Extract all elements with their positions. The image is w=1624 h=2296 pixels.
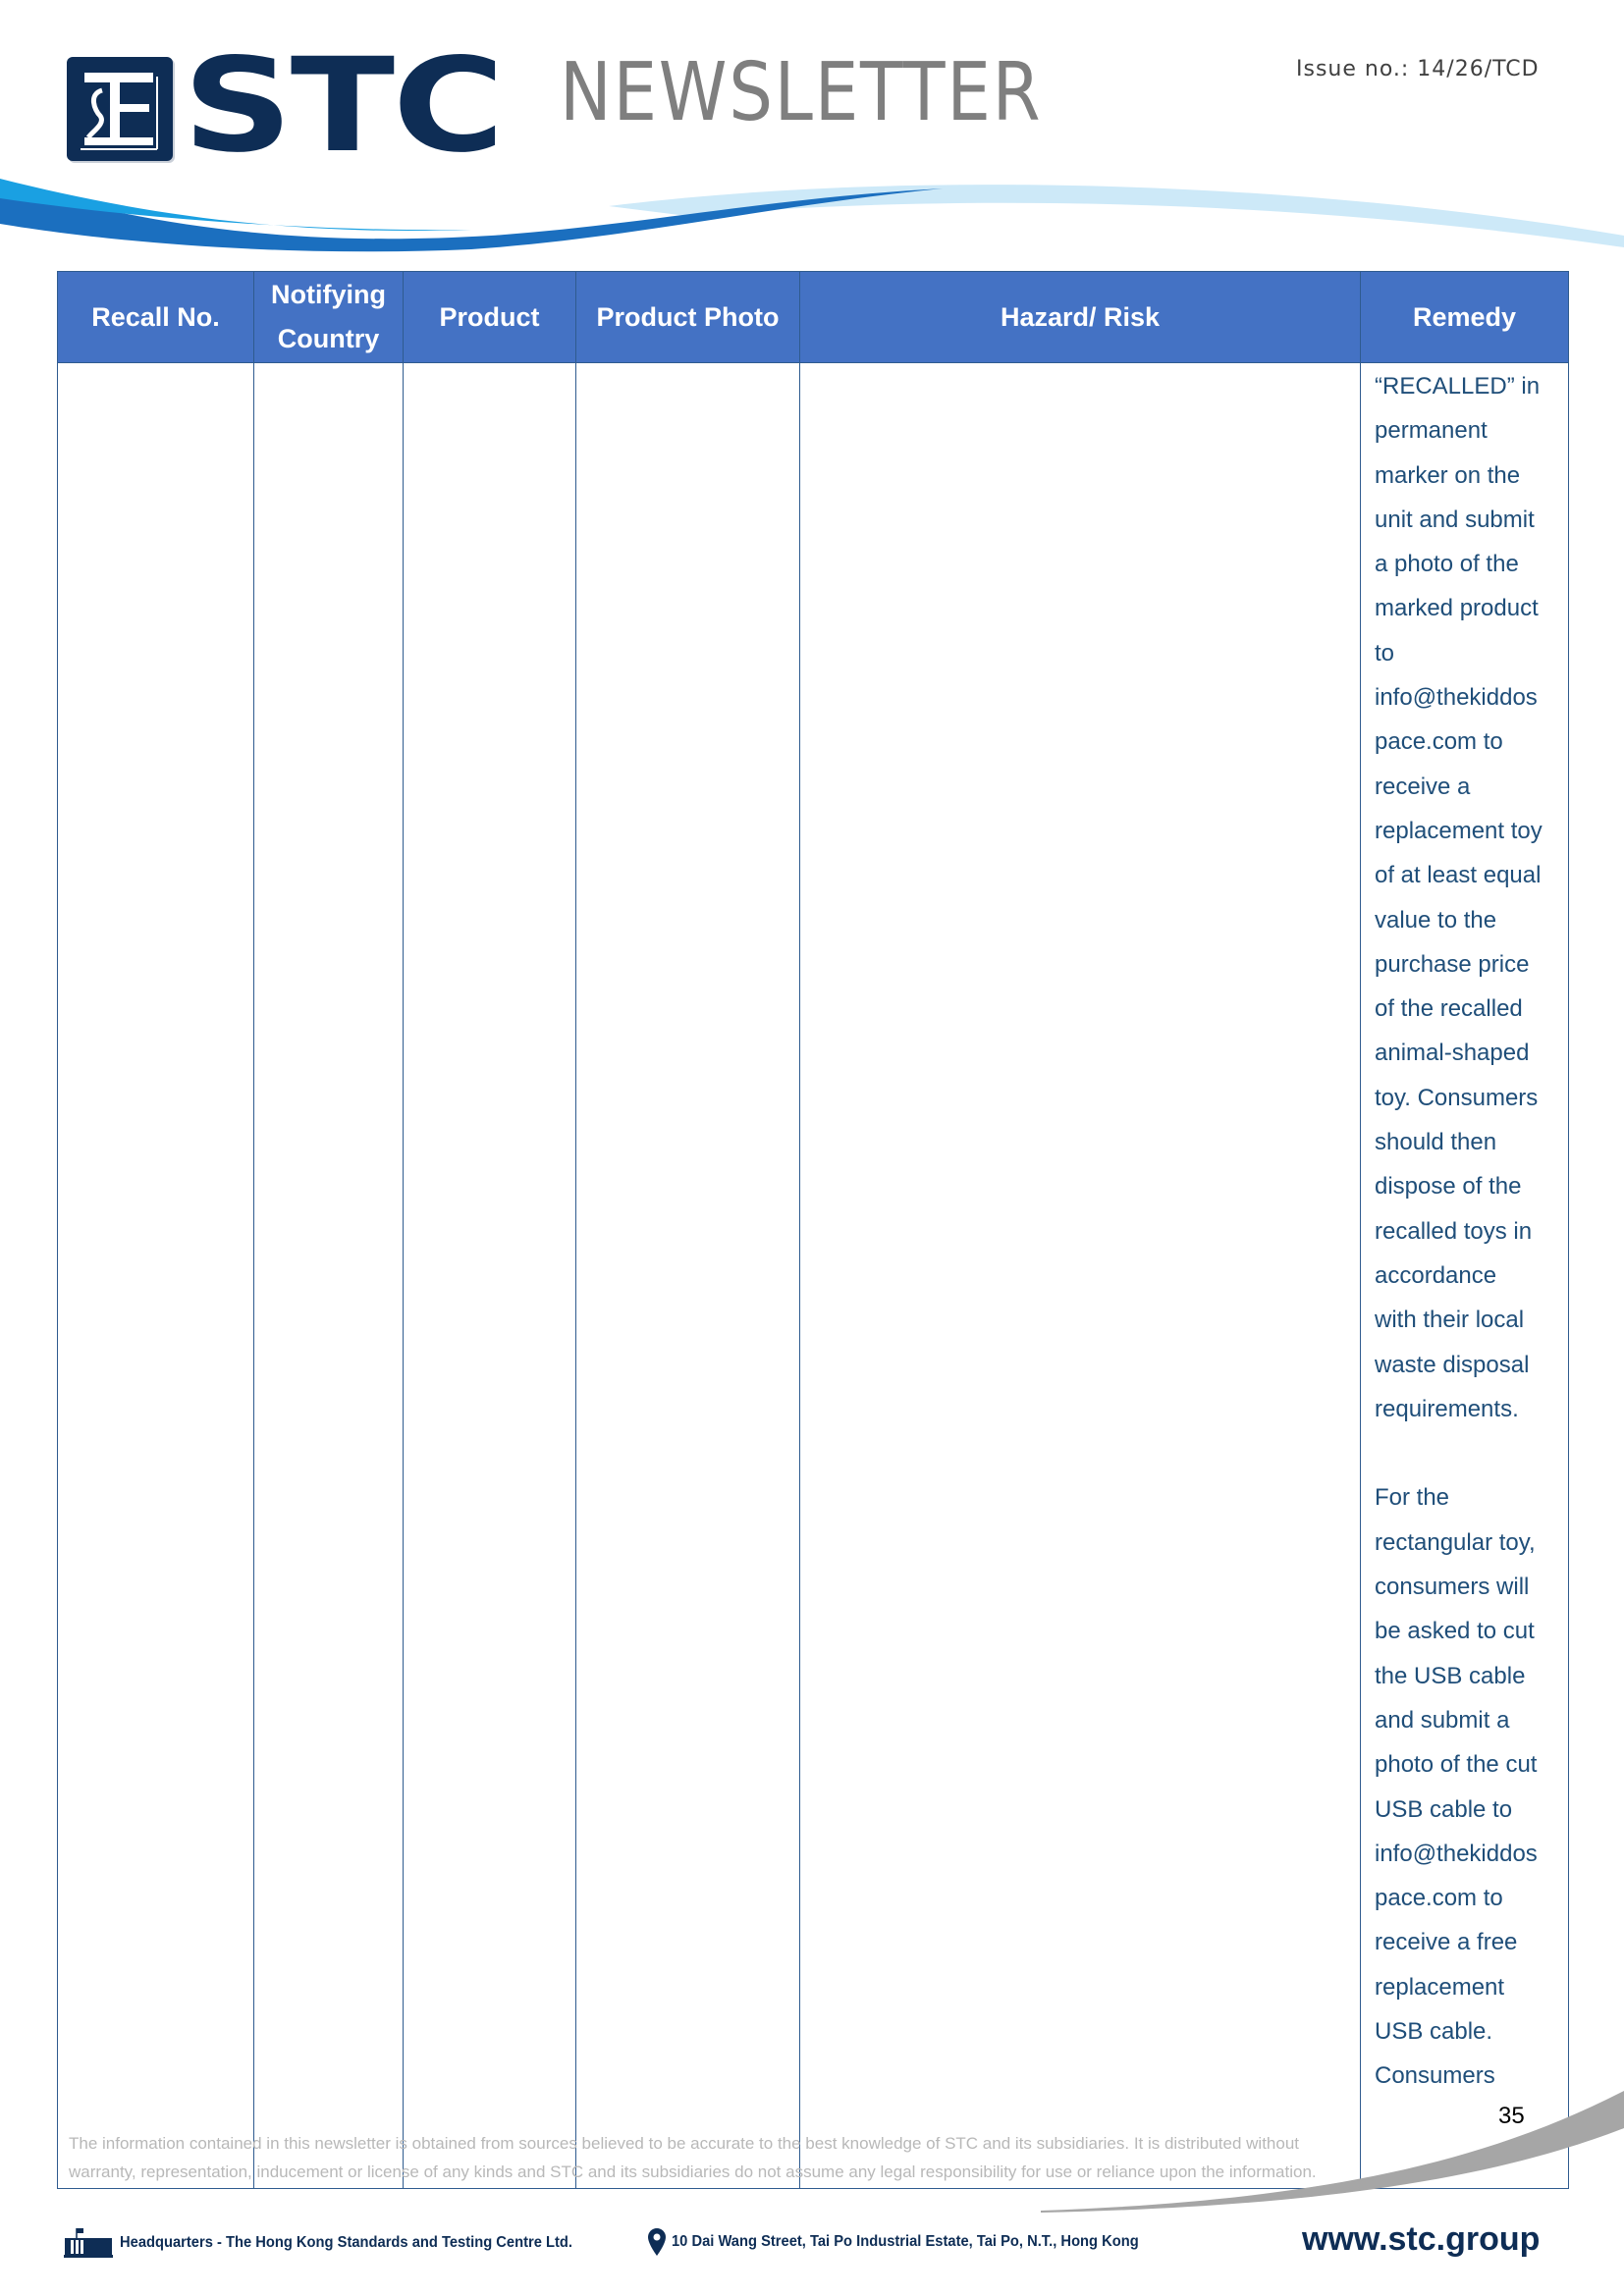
- remedy-line: purchase price: [1375, 950, 1530, 978]
- website-link[interactable]: www.stc.group: [1302, 2220, 1541, 2258]
- remedy-line: value to the: [1375, 906, 1497, 934]
- cell-product-photo: [576, 363, 800, 2189]
- address-text: 10 Dai Wang Street, Tai Po Industrial Estate, Tai Po, N.T., Hong Kong: [672, 2233, 1139, 2250]
- address: [648, 2228, 1179, 2256]
- remedy-line: pace.com to: [1375, 1885, 1503, 1912]
- table-header-row: [58, 272, 1569, 363]
- header-notifying-line2: Country: [277, 324, 380, 353]
- cell-product: [404, 363, 576, 2189]
- header-product: Product: [404, 272, 576, 363]
- remedy-line: marker on the: [1375, 461, 1521, 489]
- remedy-line: replacement: [1375, 1973, 1505, 2001]
- remedy-line: recalled toys in: [1375, 1217, 1533, 1245]
- header-remedy: Remedy: [1361, 272, 1569, 363]
- remedy-line: to: [1375, 639, 1395, 667]
- remedy-line: replacement toy: [1375, 817, 1543, 844]
- table-row: [58, 363, 1569, 2189]
- cell-remedy: [1361, 363, 1569, 2189]
- header-swoosh-decoration: [0, 177, 1624, 255]
- remedy-line: permanent: [1375, 417, 1488, 445]
- remedy-line: a photo of the: [1375, 551, 1519, 578]
- remedy-line: “RECALLED” in: [1375, 373, 1541, 400]
- remedy-line: be asked to cut: [1375, 1618, 1535, 1645]
- remedy-line: pace.com to: [1375, 728, 1503, 756]
- issue-number: Issue no.: 14/26/TCD: [1296, 57, 1540, 81]
- remedy-line: receive a free: [1375, 1929, 1518, 1956]
- remedy-line: consumers will: [1375, 1574, 1530, 1601]
- header-hazard-risk: Hazard/ Risk: [800, 272, 1361, 363]
- remedy-blank-line: [1375, 1431, 1556, 1475]
- remedy-line: accordance: [1375, 1261, 1497, 1289]
- remedy-line: USB cable.: [1375, 2017, 1493, 2045]
- remedy-line: receive a: [1375, 773, 1471, 800]
- disclaimer: [69, 2129, 1326, 2186]
- remedy-line: the USB cable: [1375, 1662, 1526, 1689]
- remedy-line: should then: [1375, 1129, 1497, 1156]
- map-pin-icon: [648, 2228, 666, 2256]
- stc-logo: [67, 30, 503, 182]
- disclaimer-line-2: warranty, representation, inducement or license of any kinds and STC and its subsidiaries do not assume any legal responsibility for use or reliance upon the information.: [69, 2163, 1317, 2181]
- header-notifying-line1: Notifying: [271, 280, 386, 309]
- remedy-line: unit and submit: [1375, 506, 1535, 533]
- headquarters: [63, 2228, 612, 2258]
- remedy-line: of the recalled: [1375, 995, 1523, 1023]
- swoosh-light: [609, 185, 1624, 247]
- header-notifying-country: [254, 272, 404, 363]
- remedy-line: info@thekiddos: [1375, 684, 1538, 712]
- remedy-line: dispose of the: [1375, 1173, 1522, 1201]
- building-icon: [63, 2228, 114, 2258]
- remedy-line: info@thekiddos: [1375, 1840, 1538, 1867]
- remedy-line: of at least equal: [1375, 862, 1542, 889]
- stc-monogram-icon: [67, 57, 173, 161]
- footer-bar: [63, 2220, 1575, 2260]
- headquarters-text: Headquarters - The Hong Kong Standards and Testing Centre Ltd.: [120, 2234, 572, 2251]
- cell-hazard-risk: [800, 363, 1361, 2189]
- remedy-line: For the: [1375, 1484, 1450, 1512]
- remedy-line: with their local: [1375, 1307, 1525, 1334]
- header-product-photo: Product Photo: [576, 272, 800, 363]
- header-recall-no: Recall No.: [58, 272, 254, 363]
- cell-notifying-country: [254, 363, 404, 2189]
- cell-recall-no: [58, 363, 254, 2189]
- remedy-line: USB cable to: [1375, 1795, 1513, 1823]
- remedy-line: toy. Consumers: [1375, 1084, 1539, 1111]
- remedy-line: Consumers: [1375, 2062, 1495, 2090]
- newsletter-title: NEWSLETTER: [560, 46, 1043, 139]
- recall-table: [57, 271, 1569, 2189]
- disclaimer-line-1: The information contained in this newsletter is obtained from sources believed to be accurate to the best knowledge of STC and its subsidiaries. It is distributed without: [69, 2134, 1300, 2153]
- remedy-line: and submit a: [1375, 1706, 1510, 1734]
- remedy-line: marked product: [1375, 595, 1539, 622]
- remedy-line: animal-shaped: [1375, 1040, 1530, 1067]
- remedy-line: waste disposal: [1375, 1351, 1530, 1378]
- logo-wordmark: STC: [183, 30, 503, 182]
- remedy-line: requirements.: [1375, 1395, 1519, 1422]
- page-number: 35: [1498, 2103, 1525, 2129]
- remedy-line: rectangular toy,: [1375, 1528, 1536, 1556]
- remedy-line: photo of the cut: [1375, 1751, 1538, 1779]
